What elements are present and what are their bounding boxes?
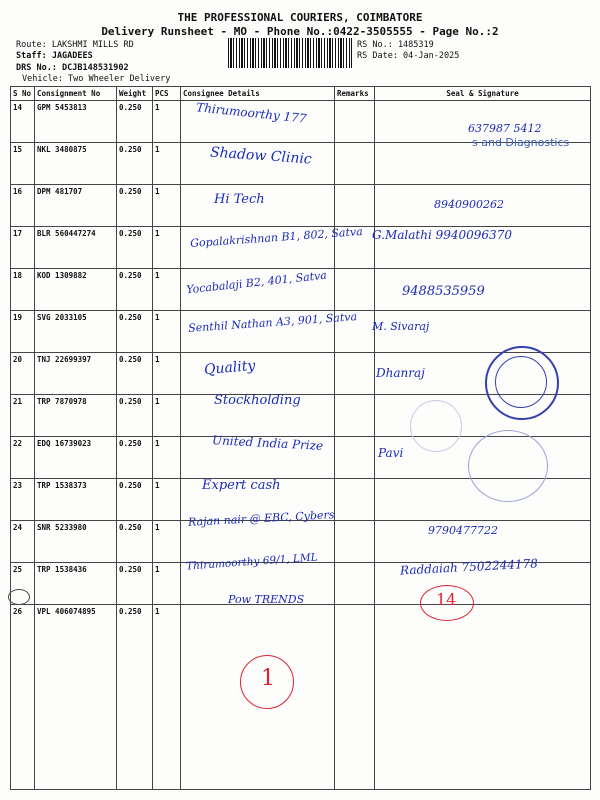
handwritten-consignee: Hi Tech (214, 192, 265, 207)
row-signature (375, 395, 591, 437)
handwritten-signature: 9790477722 (428, 524, 498, 537)
row-pcs: 1 (153, 521, 181, 563)
handwritten-signature: G.Malathi 9940096370 (372, 228, 512, 242)
row-sno: 26 (11, 605, 35, 790)
company-title: THE PROFESSIONAL COURIERS, COIMBATORE (177, 11, 423, 24)
handwritten-signature: 8940900262 (434, 198, 504, 211)
handwritten-signature: Dhanraj (376, 366, 425, 380)
row-sno: 18 (11, 269, 35, 311)
row-pcs: 1 (153, 227, 181, 269)
rs-number: RS No.: 1485319 (357, 40, 434, 50)
handwritten-signature: 637987 5412 (468, 122, 542, 135)
row-weight: 0.250 (117, 311, 153, 353)
row-consignment: VPL 406074895 (35, 605, 117, 790)
row-pcs: 1 (153, 143, 181, 185)
row-remarks (335, 437, 375, 479)
row-pcs: 1 (153, 395, 181, 437)
row-consignment: EDQ 16739023 (35, 437, 117, 479)
row-consignment: TNJ 22699397 (35, 353, 117, 395)
handwritten-consignee: Thirumoorthy 69/1, LML (185, 551, 318, 573)
route-label: Route: LAKSHMI MILLS RD (16, 40, 134, 50)
row-26-circle-mark (8, 589, 30, 605)
row-remarks (335, 185, 375, 227)
row-sno: 20 (11, 353, 35, 395)
row-pcs: 1 (153, 185, 181, 227)
row-remarks (335, 269, 375, 311)
row-sno: 24 (11, 521, 35, 563)
row-consignment: DPM 481707 (35, 185, 117, 227)
handwritten-consignee: Stockholding (214, 393, 301, 408)
table-header-row (11, 87, 591, 101)
row-remarks (335, 101, 375, 143)
row-weight: 0.250 (117, 605, 153, 790)
page-mark: 1 (261, 666, 275, 691)
row-weight: 0.250 (117, 395, 153, 437)
handwritten-consignee: Rajan nair @ EBC, Cybers (187, 508, 335, 529)
row-weight: 0.250 (117, 437, 153, 479)
handwritten-consignee: Thirumoorthy 177 (195, 100, 308, 126)
handwritten-signature: 9488535959 (402, 284, 485, 299)
row-weight: 0.250 (117, 521, 153, 563)
col-pcs-header: PCS (153, 87, 181, 101)
clinic-stamp-text: s and Diagnostics (472, 136, 570, 149)
row-weight: 0.250 (117, 143, 153, 185)
runsheet-subtitle: Delivery Runsheet - MO - Phone No.:0422-3505555 - Page No.:2 (101, 25, 499, 38)
row-remarks (335, 605, 375, 790)
col-remarks-header: Remarks (335, 87, 375, 101)
handwritten-consignee: Gopalakrishnan B1, 802, Satva (189, 224, 364, 251)
row-weight: 0.250 (117, 185, 153, 227)
row-consignment: SNR 5233980 (35, 521, 117, 563)
row-sno: 17 (11, 227, 35, 269)
drs-label: DRS No.: DCJB148531902 (16, 63, 129, 73)
handwritten-consignee: Expert cash (202, 478, 281, 493)
handwritten-consignee: Quality (203, 357, 256, 379)
row-sno: 25 (11, 563, 35, 605)
row-sno: 15 (11, 143, 35, 185)
row-remarks (335, 563, 375, 605)
row-sno: 19 (11, 311, 35, 353)
col-sno-header: S No (11, 87, 35, 101)
rs-date: RS Date: 04-Jan-2025 (357, 51, 460, 61)
company-seal-stamp-inner (495, 356, 547, 408)
handwritten-consignee: Shadow Clinic (209, 144, 313, 168)
row-signature (375, 605, 591, 790)
staff-label: Staff: JAGADEES (16, 51, 93, 61)
handwritten-signature: M. Sivaraj (372, 320, 430, 333)
table-row (11, 605, 591, 790)
handwritten-consignee: Yocabalaji B2, 401, Satva (185, 268, 328, 297)
row-remarks (335, 143, 375, 185)
row-consignment: SVG 2033105 (35, 311, 117, 353)
col-consignee-header: Consignee Details (181, 87, 335, 101)
row-pcs: 1 (153, 269, 181, 311)
row-weight: 0.250 (117, 101, 153, 143)
row-weight: 0.250 (117, 563, 153, 605)
handwritten-signature: Raddaiah 7502244178 (399, 556, 539, 578)
row-pcs: 1 (153, 563, 181, 605)
row-remarks (335, 479, 375, 521)
row-consignment: NKL 3480875 (35, 143, 117, 185)
row-sno: 21 (11, 395, 35, 437)
row-weight: 0.250 (117, 353, 153, 395)
faded-seal-stamp (468, 430, 548, 502)
row-pcs: 1 (153, 479, 181, 521)
col-signature-header: Seal & Signature (375, 87, 591, 101)
handwritten-consignee: Senthil Nathan A3, 901, Satva (187, 310, 358, 335)
row-sno: 14 (11, 101, 35, 143)
row-remarks (335, 353, 375, 395)
row-sno: 22 (11, 437, 35, 479)
handwritten-consignee: Pow TRENDS (228, 593, 305, 606)
faded-seal-stamp (410, 400, 462, 452)
row-consignment: TRP 7870978 (35, 395, 117, 437)
row-sno: 16 (11, 185, 35, 227)
row-remarks (335, 395, 375, 437)
row-pcs: 1 (153, 353, 181, 395)
row-pcs: 1 (153, 311, 181, 353)
row-pcs: 1 (153, 437, 181, 479)
row-sno: 23 (11, 479, 35, 521)
barcode (228, 38, 352, 68)
row-consignment: TRP 1538436 (35, 563, 117, 605)
row-pcs: 1 (153, 101, 181, 143)
row-weight: 0.250 (117, 269, 153, 311)
col-consignment-header: Consignment No (35, 87, 117, 101)
handwritten-consignee: United India Prize (211, 433, 324, 453)
row-weight: 0.250 (117, 479, 153, 521)
red-ink-circle (420, 585, 474, 621)
row-pcs: 1 (153, 605, 181, 790)
row-consignment: KOD 1309882 (35, 269, 117, 311)
red-ink-mark: 14 (436, 590, 457, 609)
vehicle-label: Vehicle: Two Wheeler Delivery (22, 74, 171, 84)
row-consignment: GPM 5453813 (35, 101, 117, 143)
row-consignment: BLR 560447274 (35, 227, 117, 269)
col-weight-header: Weight (117, 87, 153, 101)
row-consignment: TRP 1538373 (35, 479, 117, 521)
handwritten-signature: Pavi (378, 446, 404, 460)
row-weight: 0.250 (117, 227, 153, 269)
row-remarks (335, 521, 375, 563)
